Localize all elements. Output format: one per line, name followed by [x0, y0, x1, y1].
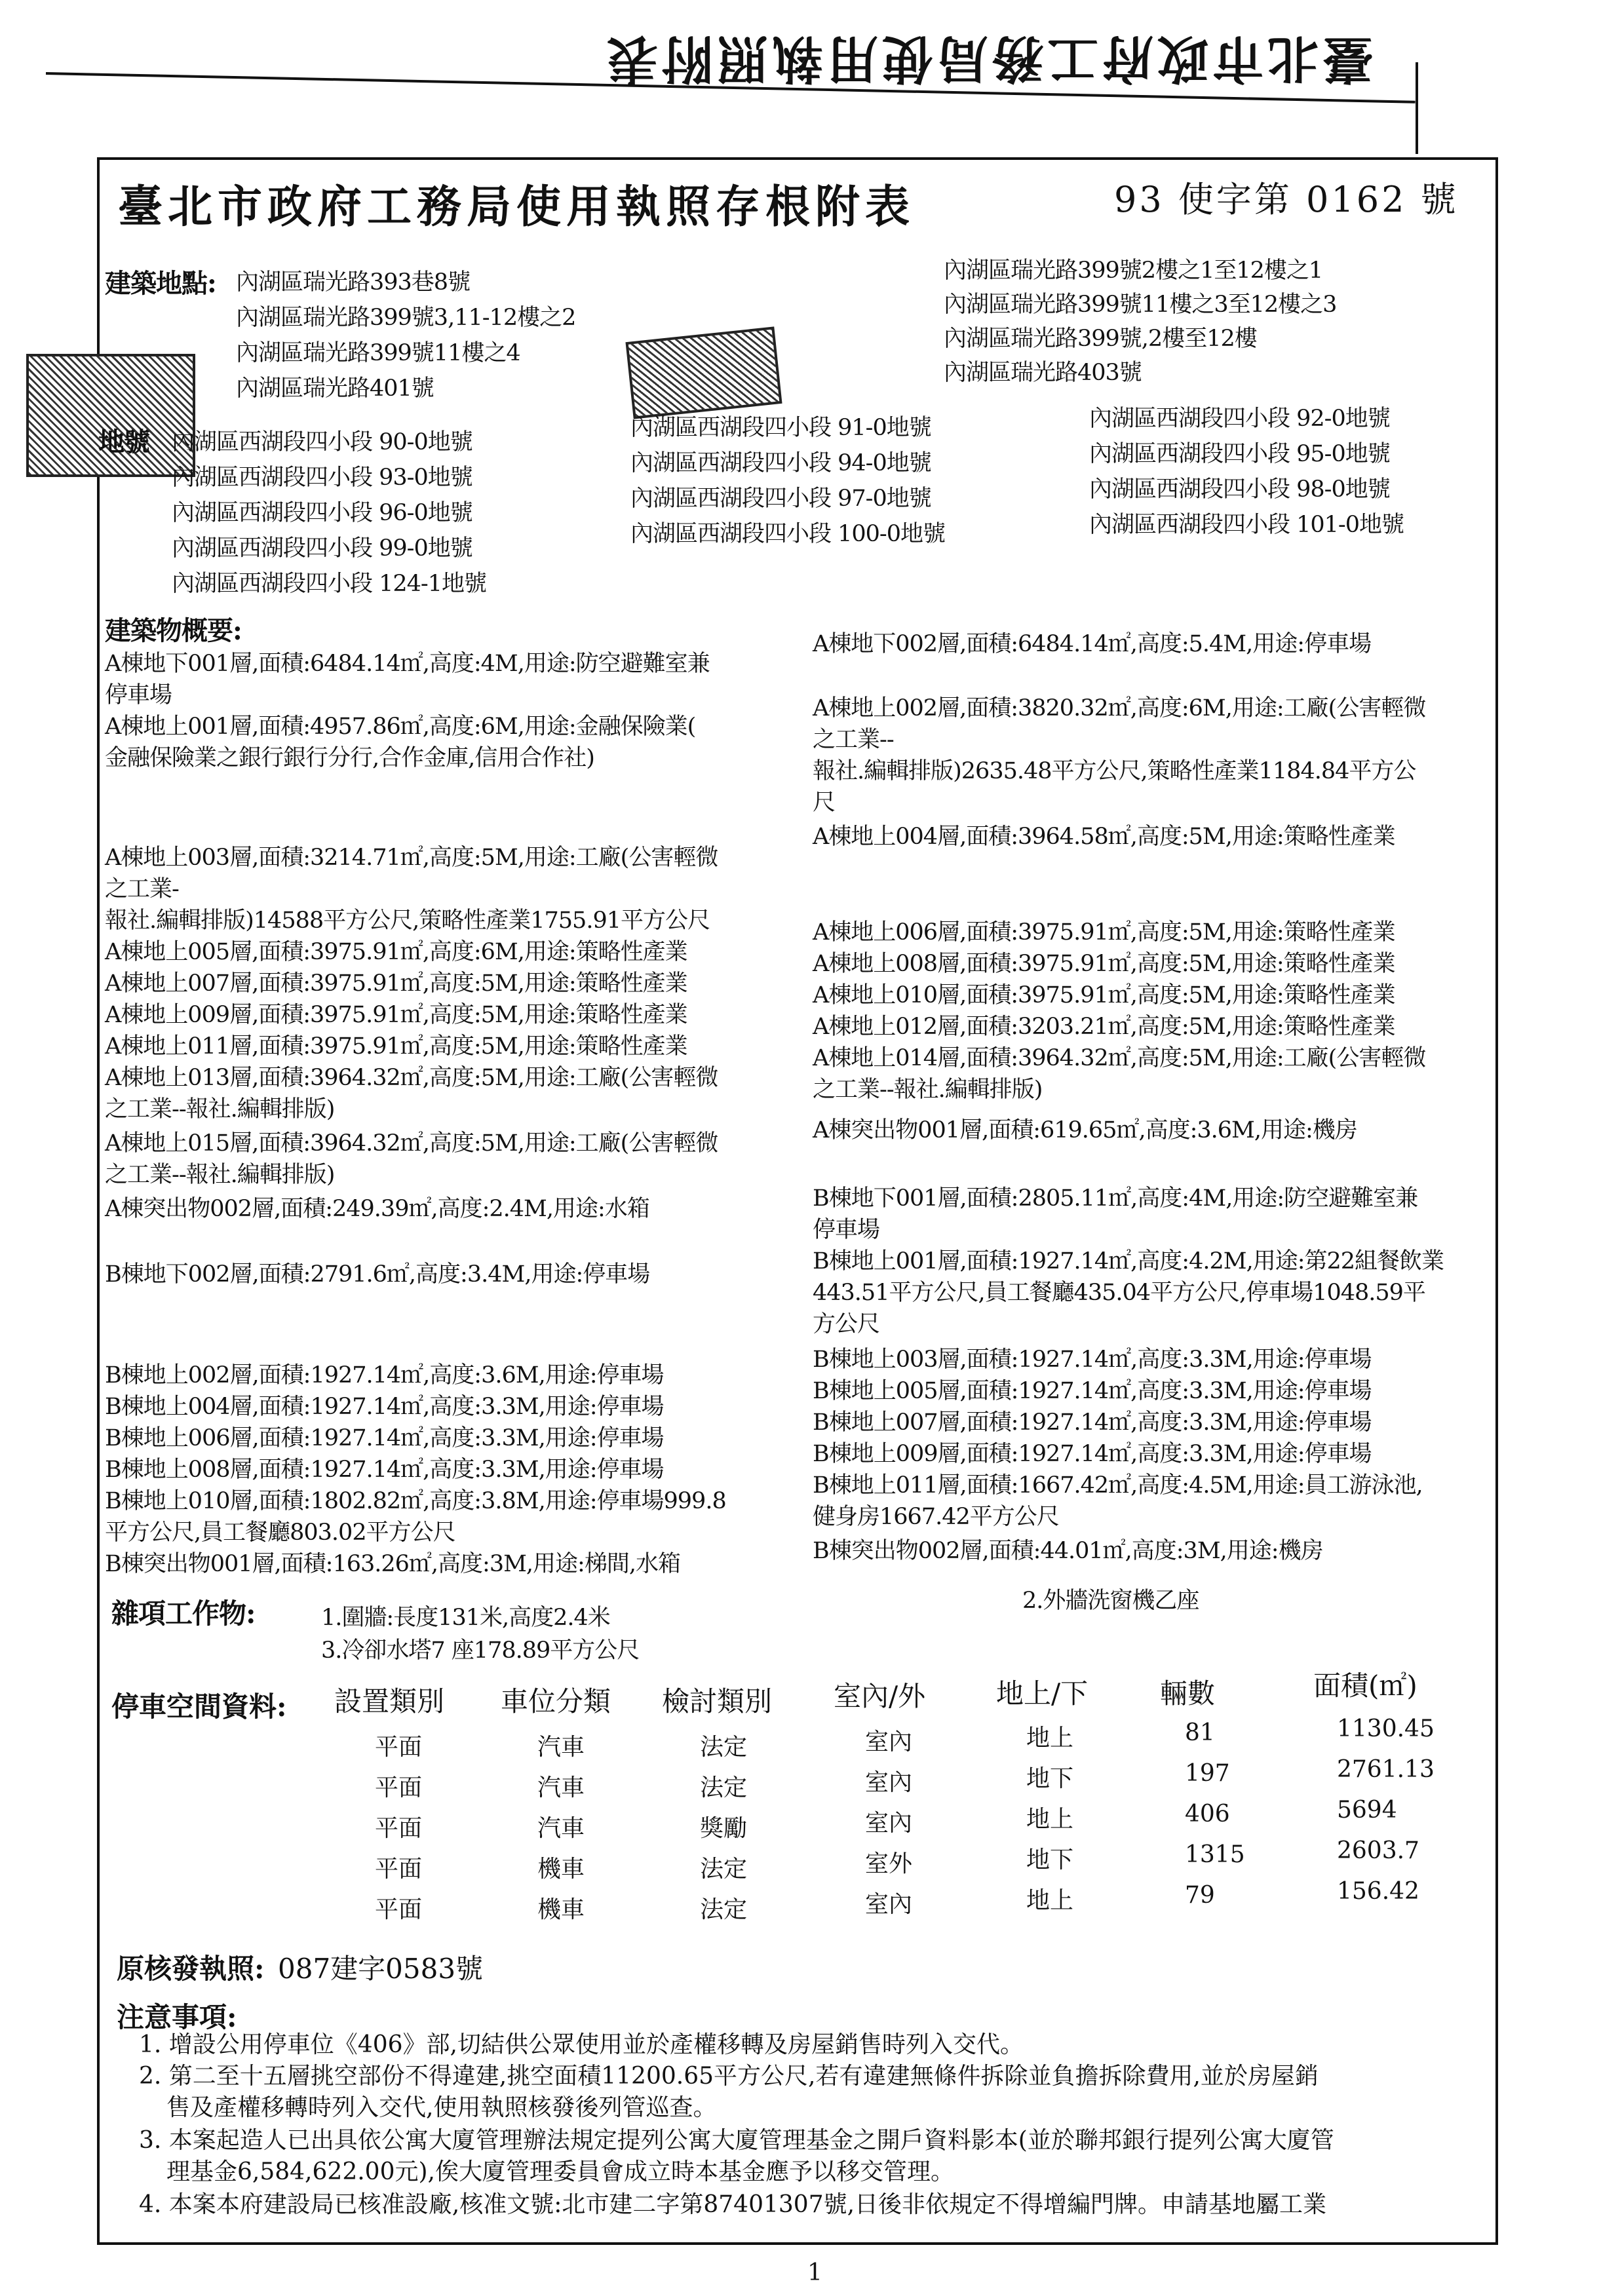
- stamp-mark: [26, 354, 195, 477]
- building-line: A棟地上001層,面積:4957.86㎡,高度:6M,用途:金融保險業(: [105, 714, 696, 740]
- building-line: A棟地上006層,面積:3975.91㎡,高度:5M,用途:策略性產業: [813, 919, 1395, 946]
- parking-cell: 156.42: [1337, 1878, 1419, 1905]
- parking-cell: 81: [1185, 1719, 1215, 1746]
- lot-item: 內湖區西湖段四小段 94-0地號: [630, 450, 931, 476]
- building-line: A棟地上009層,面積:3975.91㎡,高度:5M,用途:策略性產業: [105, 1002, 687, 1028]
- building-line: A棟地下001層,面積:6484.14㎡,高度:4M,用途:防空避難室兼: [105, 651, 710, 677]
- parking-cell: 平面: [375, 1734, 423, 1761]
- parking-header: 地上/下: [996, 1677, 1089, 1710]
- building-line: A棟地上014層,面積:3964.32㎡,高度:5M,用途:工廠(公害輕微: [813, 1045, 1426, 1071]
- building-label: 建築物概要:: [105, 615, 242, 646]
- header-strip-upside-down: 臺北市政府工務局使用執照附表: [603, 29, 1374, 88]
- building-line: B棟地上011層,面積:1667.42㎡,高度:4.5M,用途:員工游泳池,: [813, 1472, 1423, 1499]
- address-line: 內湖區瑞光路399號11樓之4: [236, 340, 520, 366]
- lot-item: 內湖區西湖段四小段 124-1地號: [172, 571, 487, 597]
- building-line: B棟地上007層,面積:1927.14㎡,高度:3.3M,用途:停車場: [813, 1409, 1372, 1436]
- building-line: B棟突出物002層,面積:44.01㎡,高度:3M,用途:機房: [813, 1538, 1323, 1564]
- parking-cell: 機車: [537, 1896, 585, 1923]
- parking-cell: 2603.7: [1337, 1837, 1419, 1864]
- building-line: A棟地上005層,面積:3975.91㎡,高度:6M,用途:策略性產業: [105, 939, 687, 965]
- lot-item: 內湖區西湖段四小段 95-0地號: [1089, 441, 1390, 467]
- parking-cell: 197: [1185, 1760, 1230, 1787]
- building-line: 之工業--: [813, 727, 894, 753]
- parking-cell: 法定: [700, 1856, 748, 1883]
- building-line: B棟地上005層,面積:1927.14㎡,高度:3.3M,用途:停車場: [813, 1378, 1372, 1404]
- note-line: 理基金6,584,622.00元),俟大廈管理委員會成立時本基金應予以移交管理。: [166, 2158, 954, 2185]
- building-line: B棟地上003層,面積:1927.14㎡,高度:3.3M,用途:停車場: [813, 1347, 1372, 1373]
- stamp-mark: [625, 326, 782, 419]
- building-line: A棟地上007層,面積:3975.91㎡,高度:5M,用途:策略性產業: [105, 970, 687, 997]
- address-line: 內湖區瑞光路399號2樓之1至12樓之1: [944, 258, 1323, 284]
- building-line: A棟地上015層,面積:3964.32㎡,高度:5M,用途:工廠(公害輕微: [105, 1130, 718, 1157]
- address-label: 建築地點:: [105, 268, 216, 299]
- building-line: A棟突出物002層,面積:249.39㎡,高度:2.4M,用途:水箱: [105, 1196, 649, 1222]
- building-line: B棟地下001層,面積:2805.11㎡,高度:4M,用途:防空避難室兼: [813, 1185, 1418, 1212]
- note-line: 售及產權移轉時列入交代,使用執照核發後列管巡查。: [166, 2094, 717, 2121]
- lot-item: 內湖區西湖段四小段 91-0地號: [630, 415, 931, 441]
- address-line: 內湖區瑞光路399號11樓之3至12樓之3: [944, 292, 1337, 318]
- misc-label: 雜項工作物:: [111, 1598, 256, 1630]
- parking-cell: 法定: [700, 1896, 748, 1923]
- parking-cell: 地下: [1026, 1846, 1074, 1873]
- parking-cell: 406: [1185, 1801, 1230, 1827]
- building-line: 443.51平方公尺,員工餐廳435.04平方公尺,停車場1048.59平: [813, 1280, 1425, 1306]
- parking-cell: 室內: [865, 1810, 913, 1837]
- note-line: 3. 本案起造人已出具依公寓大廈管理辦法規定提列公寓大廈管理基金之開戶資料影本(並於聯邦銀行提列公寓大廈管: [139, 2127, 1334, 2154]
- lot-item: 內湖區西湖段四小段 97-0地號: [630, 486, 931, 512]
- building-line: 尺: [813, 790, 836, 816]
- lot-item: 內湖區西湖段四小段 101-0地號: [1089, 512, 1404, 538]
- building-line: B棟地上006層,面積:1927.14㎡,高度:3.3M,用途:停車場: [105, 1425, 664, 1451]
- document-title: 臺北市政府工務局使用執照存根附表: [118, 181, 916, 233]
- note-line: 2. 第二至十五層挑空部份不得違建,挑空面積11200.65平方公尺,若有違建無條件拆除並負擔拆除費用,並於房屋銷: [139, 2063, 1319, 2090]
- top-rule-tick: [1416, 62, 1418, 154]
- building-line: 停車場: [105, 682, 172, 708]
- building-line: 報社.編輯排版)14588平方公尺,策略性產業1755.91平方公尺: [105, 908, 710, 934]
- building-line: 金融保險業之銀行銀行分行,合作金庫,信用合作社): [105, 745, 594, 771]
- parking-header: 設置類別: [334, 1685, 445, 1717]
- orig-permit-label: 原核發執照:: [117, 1953, 265, 1985]
- lot-item: 內湖區西湖段四小段 96-0地號: [172, 500, 473, 526]
- building-line: B棟地上001層,面積:1927.14㎡,高度:4.2M,用途:第22組餐飲業: [813, 1248, 1444, 1274]
- parking-cell: 室內: [865, 1891, 913, 1918]
- parking-cell: 平面: [375, 1856, 423, 1883]
- address-line: 內湖區瑞光路399號3,11-12樓之2: [236, 305, 576, 331]
- parking-cell: 汽車: [537, 1815, 585, 1842]
- address-line: 內湖區瑞光路401號: [236, 375, 434, 402]
- lot-label: 地號: [98, 427, 149, 457]
- parking-header: 輛數: [1160, 1677, 1216, 1710]
- parking-cell: 地上: [1026, 1725, 1074, 1751]
- building-line: A棟地下002層,面積:6484.14㎡,高度:5.4M,用途:停車場: [813, 631, 1372, 657]
- parking-cell: 地上: [1026, 1887, 1074, 1914]
- parking-header: 面積(㎡): [1313, 1670, 1418, 1702]
- building-line: A棟地上002層,面積:3820.32㎡,高度:6M,用途:工廠(公害輕微: [813, 695, 1426, 721]
- lot-item: 內湖區西湖段四小段 100-0地號: [630, 521, 946, 547]
- parking-label: 停車空間資料:: [111, 1691, 287, 1723]
- building-line: B棟地上008層,面積:1927.14㎡,高度:3.3M,用途:停車場: [105, 1457, 664, 1483]
- lot-item: 內湖區西湖段四小段 93-0地號: [172, 465, 473, 491]
- notes-label: 注意事項:: [117, 2001, 237, 2033]
- building-line: A棟地上004層,面積:3964.58㎡,高度:5M,用途:策略性產業: [813, 824, 1395, 850]
- building-line: 平方公尺,員工餐廳803.02平方公尺: [105, 1520, 455, 1546]
- page-number: 1: [807, 2259, 822, 2286]
- lot-item: 內湖區西湖段四小段 98-0地號: [1089, 476, 1390, 503]
- address-line: 內湖區瑞光路403號: [944, 360, 1142, 386]
- note-line: 4. 本案本府建設局已核准設廠,核准文號:北市建二字第87401307號,日後非依規定不得增編門牌。申請基地屬工業: [139, 2191, 1327, 2218]
- parking-cell: 平面: [375, 1896, 423, 1923]
- parking-header: 檢討類別: [662, 1685, 773, 1717]
- parking-cell: 室內: [865, 1729, 913, 1755]
- parking-cell: 地下: [1026, 1765, 1074, 1792]
- parking-cell: 79: [1185, 1882, 1215, 1909]
- building-line: B棟地下002層,面積:2791.6㎡,高度:3.4M,用途:停車場: [105, 1261, 650, 1288]
- building-line: 之工業--報社.編輯排版): [813, 1077, 1043, 1103]
- building-line: B棟地上002層,面積:1927.14㎡,高度:3.6M,用途:停車場: [105, 1362, 664, 1388]
- address-line: 內湖區瑞光路393巷8號: [236, 269, 471, 296]
- building-line: B棟地上010層,面積:1802.82㎡,高度:3.8M,用途:停車場999.8: [105, 1488, 726, 1514]
- parking-cell: 5694: [1337, 1797, 1397, 1824]
- misc-item: 2.外牆洗窗機乙座: [1022, 1588, 1199, 1614]
- parking-cell: 法定: [700, 1774, 748, 1801]
- parking-cell: 1315: [1185, 1841, 1245, 1868]
- building-line: A棟地上010層,面積:3975.91㎡,高度:5M,用途:策略性產業: [813, 982, 1395, 1008]
- parking-cell: 獎勵: [700, 1815, 748, 1842]
- misc-item: 1.圍牆:長度131米,高度2.4米: [321, 1605, 610, 1631]
- building-line: A棟突出物001層,面積:619.65㎡,高度:3.6M,用途:機房: [813, 1117, 1357, 1143]
- building-line: A棟地上011層,面積:3975.91㎡,高度:5M,用途:策略性產業: [105, 1033, 687, 1060]
- parking-header: 車位分類: [501, 1685, 611, 1717]
- building-line: A棟地上003層,面積:3214.71㎡,高度:5M,用途:工廠(公害輕微: [105, 845, 718, 871]
- parking-cell: 汽車: [537, 1734, 585, 1761]
- building-line: A棟地上008層,面積:3975.91㎡,高度:5M,用途:策略性產業: [813, 951, 1395, 977]
- building-line: 停車場: [813, 1217, 880, 1243]
- parking-cell: 1130.45: [1337, 1715, 1435, 1742]
- parking-cell: 地上: [1026, 1806, 1074, 1833]
- lot-item: 內湖區西湖段四小段 99-0地號: [172, 535, 473, 562]
- parking-cell: 平面: [375, 1815, 423, 1842]
- building-line: 之工業--報社.編輯排版): [105, 1096, 335, 1122]
- parking-cell: 平面: [375, 1774, 423, 1801]
- building-line: A棟地上013層,面積:3964.32㎡,高度:5M,用途:工廠(公害輕微: [105, 1065, 718, 1091]
- building-line: 報社.編輯排版)2635.48平方公尺,策略性產業1184.84平方公: [813, 758, 1416, 784]
- misc-item: 3.冷卻水塔7 座178.89平方公尺: [321, 1637, 640, 1664]
- note-line: 1. 增設公用停車位《406》部,切結供公眾使用並於產權移轉及房屋銷售時列入交代。: [139, 2031, 1024, 2058]
- lot-item: 內湖區西湖段四小段 92-0地號: [1089, 406, 1390, 432]
- building-line: B棟突出物001層,面積:163.26㎡,高度:3M,用途:梯間,水箱: [105, 1551, 680, 1577]
- orig-permit-number: 087建字0583號: [278, 1953, 484, 1985]
- parking-cell: 室外: [865, 1850, 913, 1877]
- permit-number: 93 使字第 0162 號: [1114, 179, 1459, 220]
- parking-cell: 法定: [700, 1734, 748, 1761]
- building-line: 之工業-: [105, 876, 179, 902]
- parking-cell: 機車: [537, 1856, 585, 1883]
- lot-item: 內湖區西湖段四小段 90-0地號: [172, 429, 473, 455]
- building-line: B棟地上004層,面積:1927.14㎡,高度:3.3M,用途:停車場: [105, 1394, 664, 1420]
- parking-cell: 2761.13: [1337, 1756, 1435, 1783]
- parking-cell: 室內: [865, 1769, 913, 1796]
- address-line: 內湖區瑞光路399號,2樓至12樓: [944, 326, 1257, 352]
- building-line: 方公尺: [813, 1311, 880, 1337]
- parking-header: 室內/外: [834, 1680, 926, 1712]
- building-line: B棟地上009層,面積:1927.14㎡,高度:3.3M,用途:停車場: [813, 1441, 1372, 1467]
- building-line: A棟地上012層,面積:3203.21㎡,高度:5M,用途:策略性產業: [813, 1014, 1395, 1040]
- parking-cell: 汽車: [537, 1774, 585, 1801]
- building-line: 之工業--報社.編輯排版): [105, 1162, 335, 1188]
- building-line: 健身房1667.42平方公尺: [813, 1504, 1059, 1530]
